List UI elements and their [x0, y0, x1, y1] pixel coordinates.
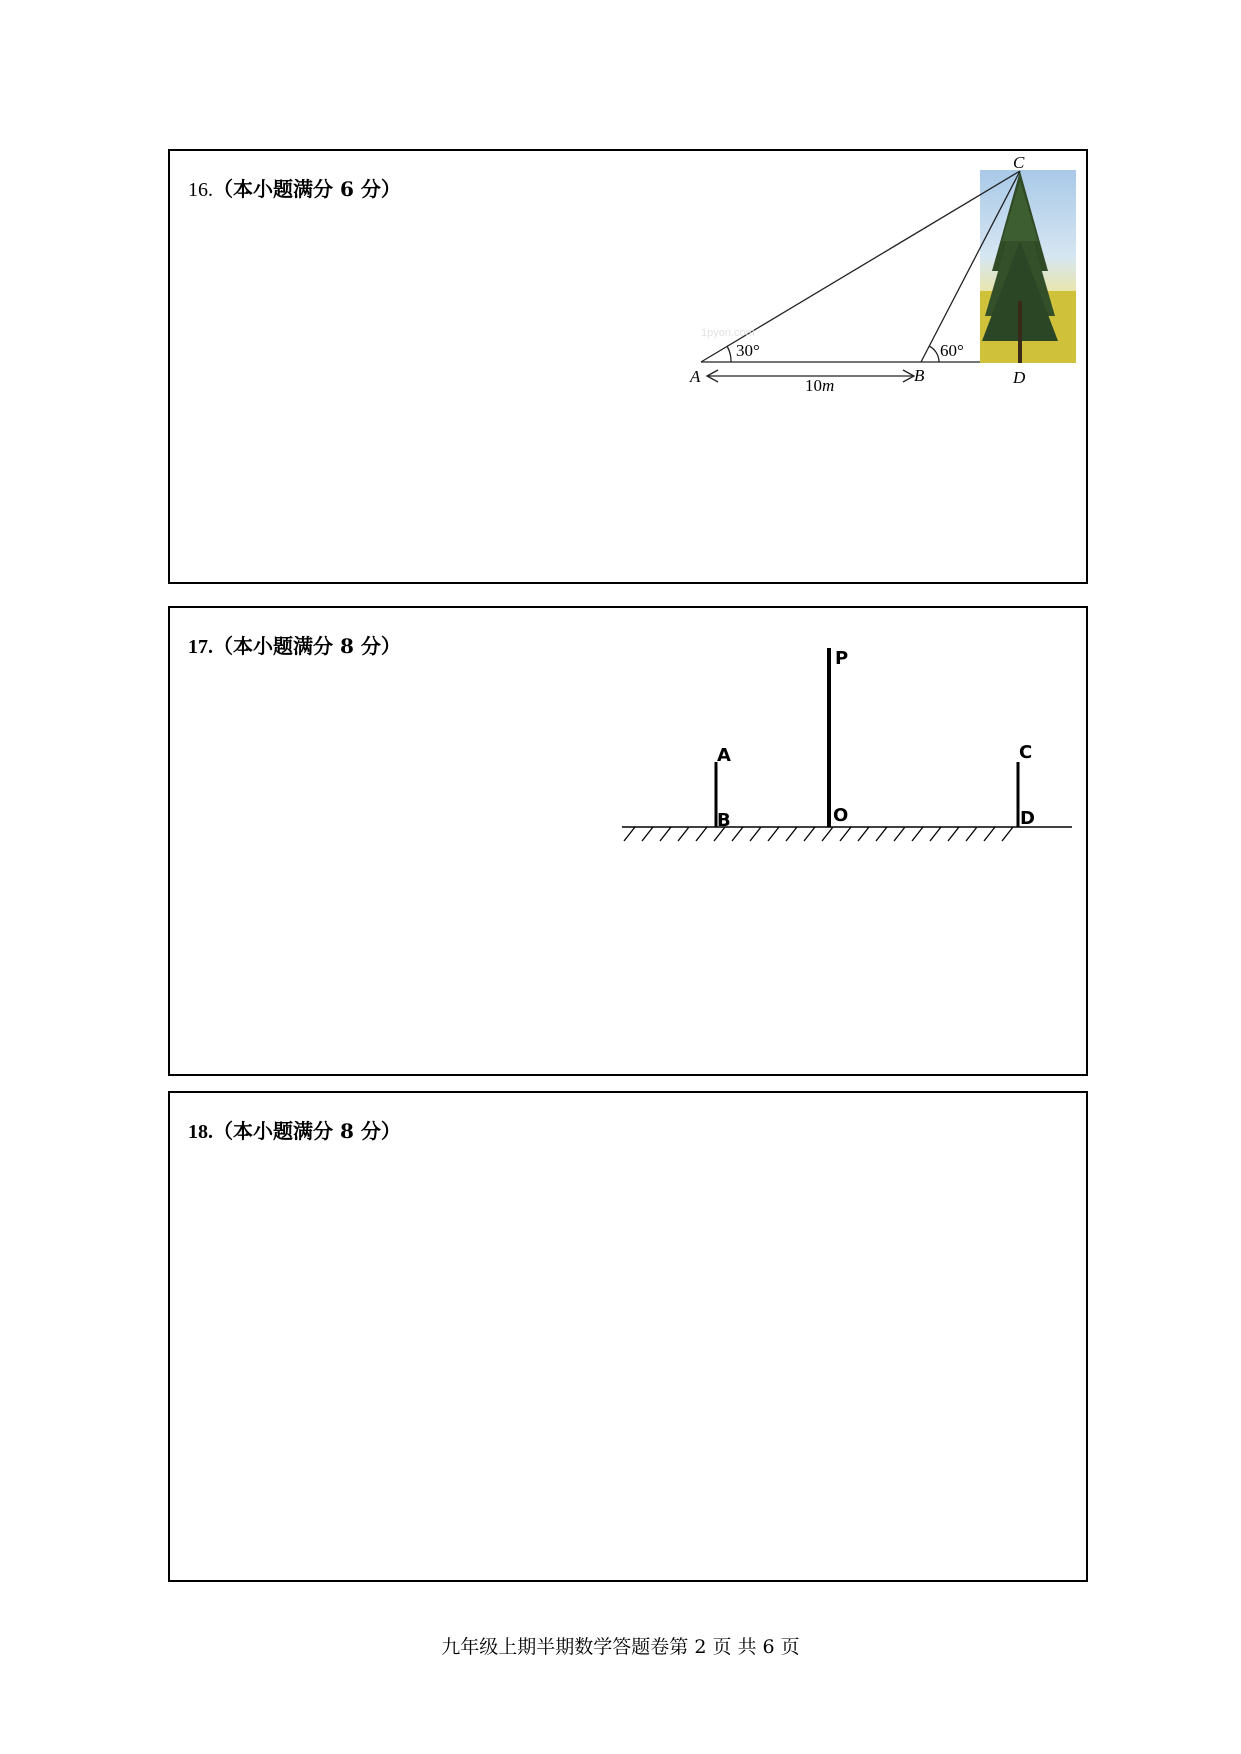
question-number: 18.	[188, 1121, 213, 1143]
question-points: （本小题满分 6 分）	[213, 177, 401, 201]
label-d: D	[1020, 808, 1035, 829]
tree-photo	[980, 170, 1076, 363]
streetlight-figure	[170, 608, 1090, 1078]
label-o: O	[833, 805, 849, 826]
label-a: A	[690, 367, 701, 386]
watermark: 1pyon.com	[701, 327, 755, 339]
label-d: D	[1013, 368, 1026, 387]
question-points: （本小题满分 8 分）	[213, 1119, 401, 1143]
label-c: C	[1013, 153, 1025, 172]
label-b: B	[717, 810, 731, 831]
distance-label: 10m	[805, 376, 835, 395]
angle-arc-a	[727, 346, 731, 362]
angle-label-a: 30°	[736, 341, 760, 360]
answer-box-18	[168, 1091, 1088, 1582]
ground-hatching	[624, 827, 1013, 841]
label-p: P	[835, 648, 849, 669]
label-c: C	[1019, 742, 1033, 763]
angle-arc-b	[929, 346, 939, 362]
answer-box-16	[168, 149, 1088, 584]
tree-height-figure	[170, 151, 1090, 586]
question-title-18	[188, 1115, 401, 1144]
question-points: （本小题满分 8 分）	[213, 634, 401, 658]
page-footer: 九年级上期半期数学答题卷第 2 页 共 6 页	[441, 1636, 800, 1658]
angle-label-b: 60°	[940, 341, 964, 360]
label-a: A	[717, 745, 731, 766]
question-number: 16.	[188, 179, 213, 201]
label-b: B	[914, 366, 925, 385]
answer-box-17	[168, 606, 1088, 1076]
question-number: 17.	[188, 636, 213, 658]
